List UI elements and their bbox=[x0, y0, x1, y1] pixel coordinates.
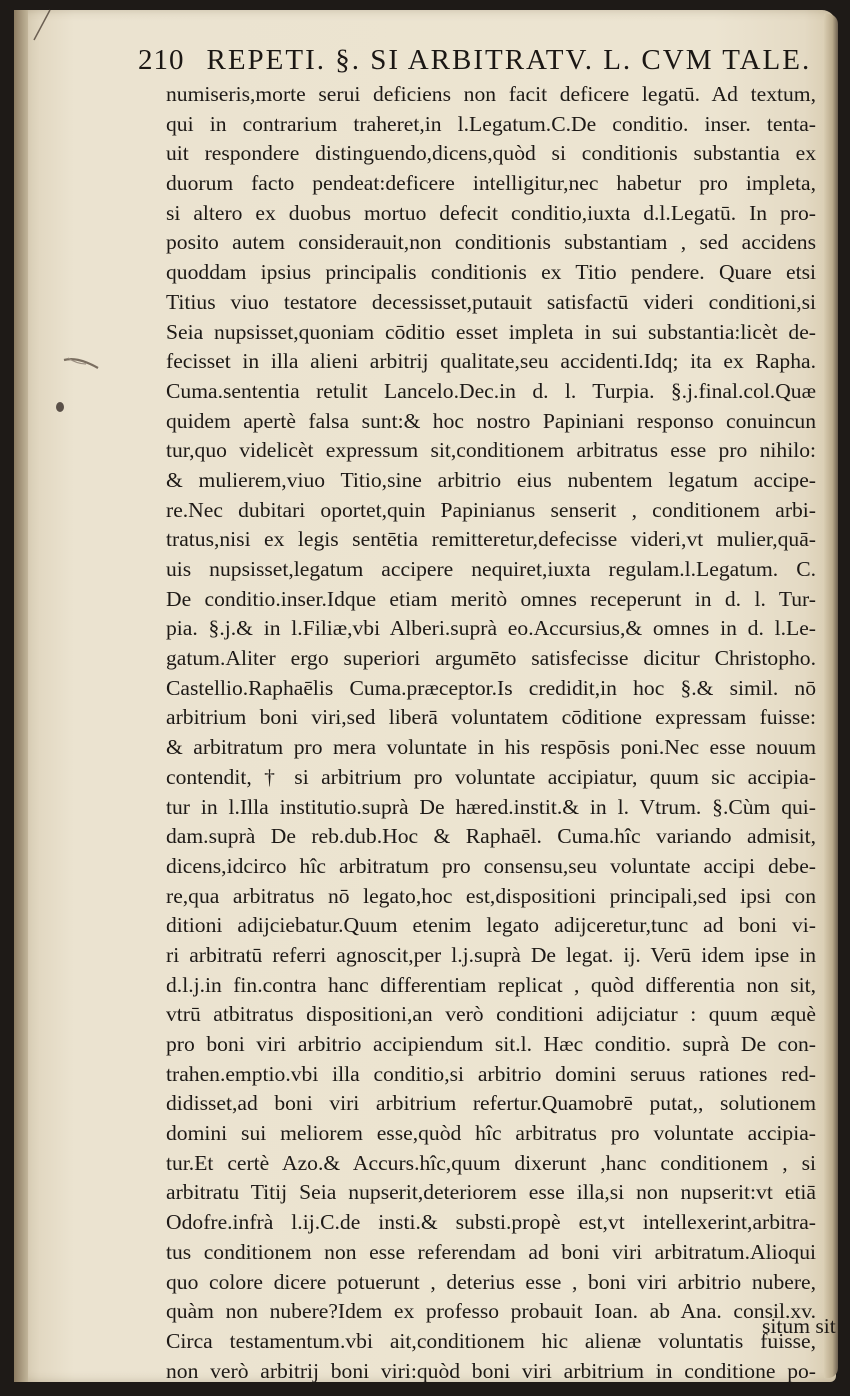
margin-ink-spot bbox=[56, 402, 64, 412]
text-line: qui in contrarium traheret,in l.Legatum.C.De conditio. inser. tenta- bbox=[166, 111, 816, 136]
text-line: quàm non nubere?Idem ex professo probauit Ioan. ab Ana. consil.xv. bbox=[166, 1299, 816, 1324]
text-line: & mulierem,viuo Titio,sine arbitrio eius nubentem legatum accipe- bbox=[166, 467, 816, 492]
text-line: ri arbitratū referri agnoscit,per l.j.suprà De legat. ij. Verū idem ipse in bbox=[166, 942, 816, 967]
text-line: contendit, † si arbitrium pro voluntate accipiatur, quum sic accipia- bbox=[166, 764, 816, 789]
text-line: domini sui meliorem esse,quòd hîc arbitratus pro voluntate accipia- bbox=[166, 1121, 816, 1146]
text-line: tur in l.Illa institutio.suprà De hæred.instit.& in l. Vtrum. §.Cùm qui- bbox=[166, 794, 816, 819]
text-line: tus conditionem non esse referendam ad boni viri arbitratum.Alioqui bbox=[166, 1239, 816, 1264]
text-line: tur.Et certè Azo.& Accurs.hîc,quum dixerunt ,hanc conditionem , si bbox=[166, 1150, 816, 1175]
text-line: fecisset in illa alieni arbitrij qualitate,seu accidenti.Idq; ita ex Rapha. bbox=[166, 349, 816, 374]
text-line: Odofre.infrà l.ij.C.de insti.& substi.propè est,vt intellexerint,arbitra- bbox=[166, 1210, 816, 1235]
text-line: Seia nupsisset,quoniam cōditio esset impleta in sui substantia:licèt de- bbox=[166, 319, 816, 344]
text-line: dicens,idcirco hîc arbitratum pro consensu,seu voluntate accipi debe- bbox=[166, 853, 816, 878]
text-line: ditioni adijciebatur.Quum etenim legato adijceretur,tunc ad boni vi- bbox=[166, 913, 816, 938]
text-line: quoddam ipsius principalis conditionis ex Titio pendere. Quare etsi bbox=[166, 260, 816, 285]
text-line: pro boni viri arbitrio accipiendum sit.l. Hæc conditio. suprà De con- bbox=[166, 1032, 816, 1056]
page-number: 210 bbox=[138, 44, 185, 76]
text-line: Cuma.sententia retulit Lancelo.Dec.in d. l. Turpia. §.j.final.col.Quæ bbox=[166, 378, 816, 403]
ink-mark-icon bbox=[30, 6, 70, 46]
text-line: tur,quo videlicèt expressum sit,conditionem arbitratus esse pro nihilo: bbox=[166, 438, 816, 463]
text-line: Castellio.Raphaēlis Cuma.præceptor.Is credidit,in hoc §.& simil. nō bbox=[166, 675, 816, 700]
text-line: De conditio.inser.Idque etiam meritò omnes receperunt in d. l. Tur- bbox=[166, 586, 816, 611]
catchword: situm sit bbox=[762, 1314, 836, 1338]
text-line: pia. §.j.& in l.Filiæ,vbi Alberi.suprà eo.Accursius,& omnes in d. l.Le- bbox=[166, 616, 816, 641]
text-line: non verò arbitrij boni viri:quòd boni viri arbitrium in conditione po- bbox=[166, 1358, 816, 1383]
text-line: trahen.emptio.vbi illa conditio,si arbitrio domini seruus rationes red- bbox=[166, 1061, 816, 1086]
text-line: dam.suprà De reb.dub.Hoc & Raphaēl. Cuma.hîc variando admisit, bbox=[166, 824, 816, 849]
text-line: Titius viuo testatore decessisset,putauit satisfactū videri conditioni,si bbox=[166, 289, 816, 314]
text-line: gatum.Aliter ergo superiori argumēto satisfecisse dicitur Christopho. bbox=[166, 646, 816, 671]
text-line: quo colore dicere potuerunt , deterius esse , boni viri arbitrio nubere, bbox=[166, 1269, 816, 1294]
page-gutter bbox=[14, 10, 28, 1382]
text-line: si altero ex duobus mortuo defecit conditio,iuxta d.l.Legatū. In pro- bbox=[166, 200, 816, 225]
text-line: & arbitratum pro mera voluntate in his respōsis poni.Nec esse nouum bbox=[166, 735, 816, 760]
text-line: quidem apertè falsa sunt:& hoc nostro Papiniani responso conuincun bbox=[166, 408, 816, 433]
page-edge bbox=[824, 14, 838, 1378]
text-line: re.Nec dubitari oportet,quin Papinianus senserit , conditionem arbi- bbox=[166, 497, 816, 522]
body-text bbox=[166, 80, 816, 1386]
text-line: re,qua arbitratus nō legato,hoc est,dispositioni principali,sed ipsi con bbox=[166, 883, 816, 908]
text-line: didisset,ad boni viri arbitrium refertur.Quamobrē putat,, solutionem bbox=[166, 1091, 816, 1116]
text-line: Circa testamentum.vbi ait,conditionem hic alienæ voluntatis fuisse, bbox=[166, 1328, 816, 1353]
text-line: arbitratu Titij Seia nupserit,deteriorem esse illa,si non nupserit:vt etiā bbox=[166, 1180, 816, 1205]
text-line: posito autem considerauit,non conditionis substantiam , sed accidens bbox=[166, 230, 816, 255]
running-head-title: REPETI. §. SI ARBITRATV. L. CVM TALE. bbox=[206, 44, 812, 76]
text-line: duorum facto pendeat:deficere intelligitur,nec habetur pro impleta, bbox=[166, 171, 816, 196]
text-line: tratus,nisi ex legis sentētia remitteretur,defecisse videri,vt mulier,quā- bbox=[166, 527, 816, 552]
text-line: numiseris,morte serui deficiens non facit deficere legatū. Ad textum, bbox=[166, 82, 816, 106]
margin-flourish-icon bbox=[62, 356, 100, 370]
text-line: vtrū atbitratus dispositioni,an verò conditioni adijciatur : quum æquè bbox=[166, 1002, 816, 1027]
running-header bbox=[138, 44, 828, 77]
text-line: uit respondere distinguendo,dicens,quòd si conditionis substantia ex bbox=[166, 141, 816, 166]
text-line: d.l.j.in fin.contra hanc differentiam replicat , quòd differentia non sit, bbox=[166, 972, 816, 997]
text-line: uis nupsisset,legatum accipere nequiret,iuxta regulam.l.Legatum. C. bbox=[166, 557, 816, 581]
text-line: arbitrium boni viri,sed liberā voluntatem cōditione expressam fuisse: bbox=[166, 705, 816, 730]
